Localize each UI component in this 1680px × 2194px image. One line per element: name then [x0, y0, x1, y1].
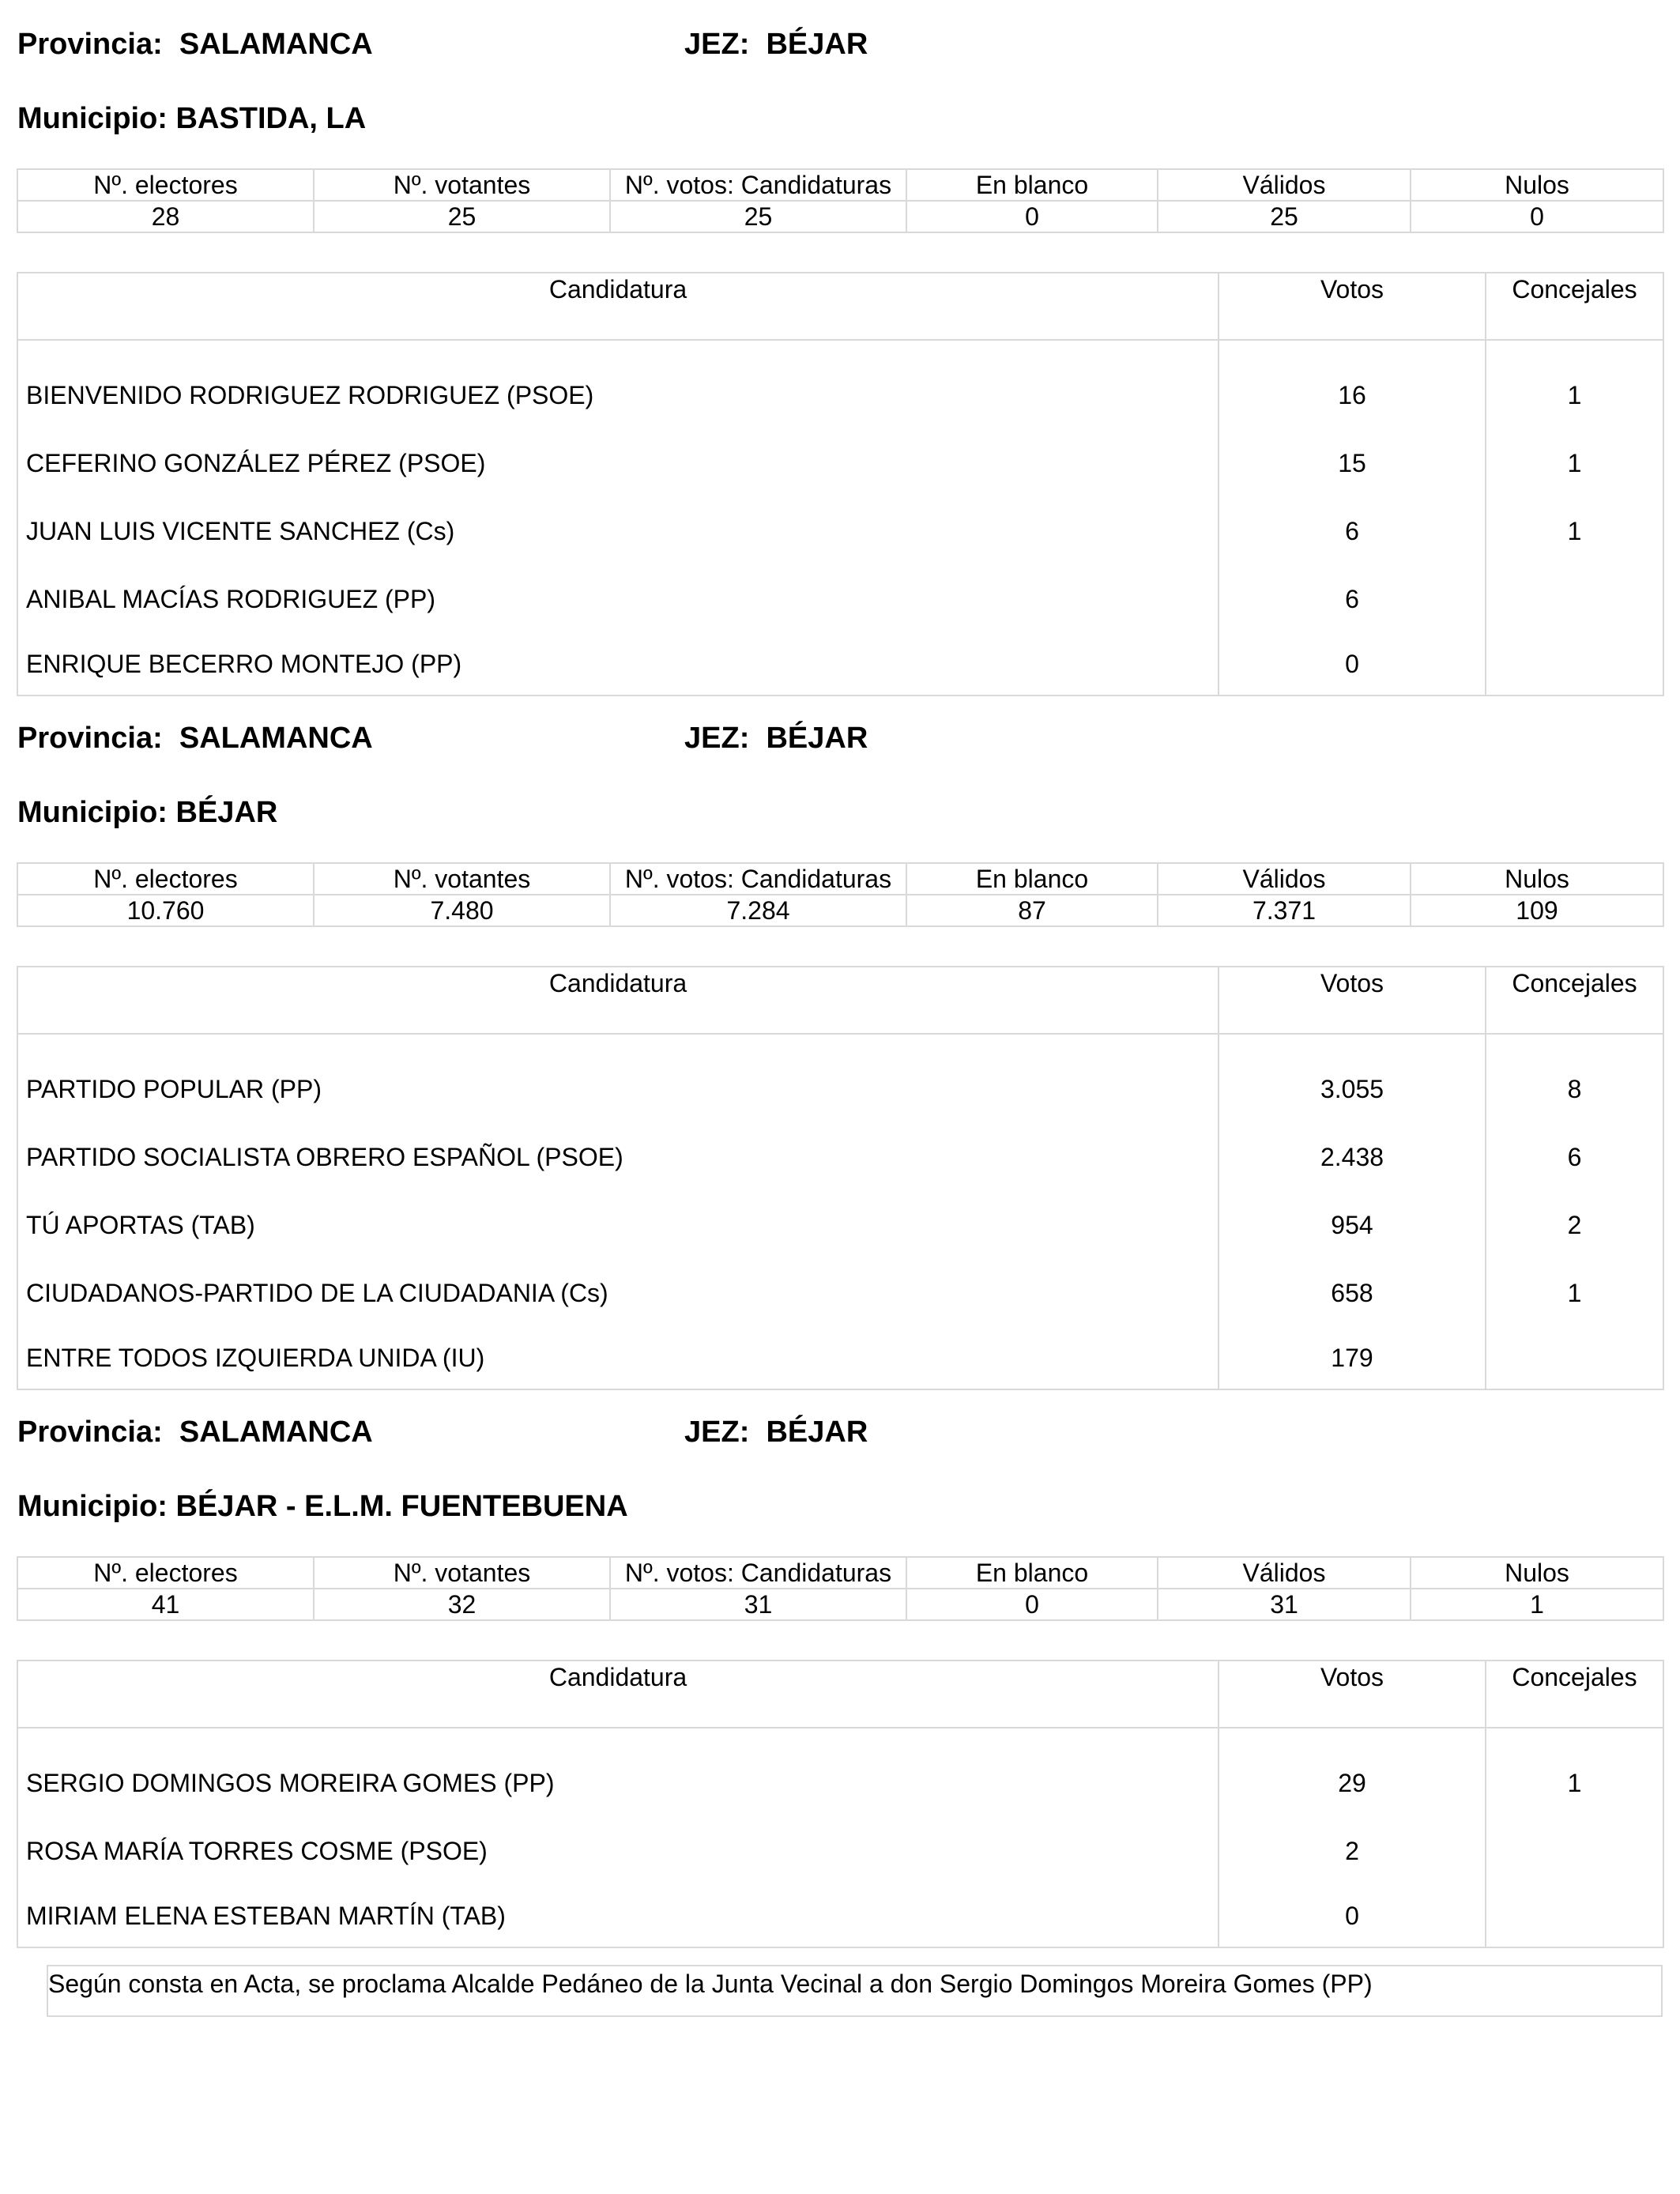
candidate-votes: 2: [1219, 1817, 1486, 1885]
candidates-table: [17, 1660, 1664, 1948]
stats-header-votantes: Nº. votantes: [314, 863, 610, 895]
stats-table: [17, 862, 1664, 927]
stats-header-votos-candidaturas: Nº. votos: Candidaturas: [610, 169, 906, 201]
candidate-votes: 2.438: [1219, 1123, 1486, 1191]
table-row: [17, 1123, 1663, 1191]
provincia-heading: Provincia: SALAMANCA: [17, 28, 373, 61]
stats-table: [17, 1556, 1664, 1621]
table-row: [17, 1055, 1663, 1123]
provincia-heading: Provincia: SALAMANCA: [17, 1416, 373, 1449]
stats-value-votantes: 32: [314, 1589, 610, 1620]
stats-value-votantes: 7.480: [314, 895, 610, 926]
stats-value-nulos: 0: [1411, 201, 1663, 232]
proclamation-note: Según consta en Acta, se proclama Alcalde Pedáneo de la Junta Vecinal a don Sergio Domingos Moreira Gomes (PP): [47, 1965, 1663, 2017]
table-row: [17, 361, 1663, 429]
stats-value-row: [17, 895, 1663, 926]
candidate-votes: 0: [1219, 1885, 1486, 1947]
candidate-seats: 8: [1486, 1055, 1663, 1123]
municipio-heading: Municipio: BASTIDA, LA: [17, 102, 367, 135]
stats-header-electores: Nº. electores: [17, 169, 314, 201]
stats-value-electores: 10.760: [17, 895, 314, 926]
candidate-votes: 29: [1219, 1749, 1486, 1817]
stats-table: [17, 168, 1664, 233]
candidate-seats: [1486, 1817, 1663, 1885]
candidate-seats: 1: [1486, 361, 1663, 429]
stats-header-nulos: Nulos: [1411, 169, 1663, 201]
stats-header-electores: Nº. electores: [17, 1557, 314, 1589]
header-candidatura: Candidatura: [17, 967, 1219, 1034]
candidate-name: CIUDADANOS-PARTIDO DE LA CIUDADANIA (Cs): [17, 1259, 1219, 1327]
stats-header-en-blanco: En blanco: [906, 1557, 1158, 1589]
stats-header-votantes: Nº. votantes: [314, 1557, 610, 1589]
stats-header-row: [17, 863, 1663, 895]
header-concejales: Concejales: [1486, 1661, 1663, 1728]
candidates-header-row: [17, 273, 1663, 340]
stats-header-electores: Nº. electores: [17, 863, 314, 895]
section-bastida-la: [0, 0, 1680, 696]
stats-value-votantes: 25: [314, 201, 610, 232]
stats-value-validos: 7.371: [1158, 895, 1411, 926]
stats-header-nulos: Nulos: [1411, 1557, 1663, 1589]
stats-header-votos-candidaturas: Nº. votos: Candidaturas: [610, 1557, 906, 1589]
provincia-heading: Provincia: SALAMANCA: [17, 722, 373, 755]
candidate-seats: 1: [1486, 1749, 1663, 1817]
candidates-header-row: [17, 1661, 1663, 1728]
candidate-seats: [1486, 565, 1663, 633]
table-row: [17, 1885, 1663, 1947]
stats-header-row: [17, 169, 1663, 201]
candidate-name: PARTIDO POPULAR (PP): [17, 1055, 1219, 1123]
candidates-header-row: [17, 967, 1663, 1034]
candidate-votes: 16: [1219, 361, 1486, 429]
stats-header-validos: Válidos: [1158, 1557, 1411, 1589]
jez-heading: JEZ: BÉJAR: [684, 1416, 868, 1449]
stats-header-validos: Válidos: [1158, 863, 1411, 895]
table-row: [17, 429, 1663, 497]
candidate-name: BIENVENIDO RODRIGUEZ RODRIGUEZ (PSOE): [17, 361, 1219, 429]
header-concejales: Concejales: [1486, 273, 1663, 340]
stats-value-votos-candidaturas: 7.284: [610, 895, 906, 926]
header-concejales: Concejales: [1486, 967, 1663, 1034]
candidate-votes: 0: [1219, 633, 1486, 696]
stats-value-votos-candidaturas: 25: [610, 201, 906, 232]
stats-value-en-blanco: 87: [906, 895, 1158, 926]
header-votos: Votos: [1219, 273, 1486, 340]
candidate-seats: 2: [1486, 1191, 1663, 1259]
candidate-name: CEFERINO GONZÁLEZ PÉREZ (PSOE): [17, 429, 1219, 497]
stats-value-row: [17, 201, 1663, 232]
candidate-votes: 954: [1219, 1191, 1486, 1259]
header-candidatura: Candidatura: [17, 1661, 1219, 1728]
stats-header-en-blanco: En blanco: [906, 169, 1158, 201]
municipio-heading: Municipio: BÉJAR - E.L.M. FUENTEBUENA: [17, 1490, 628, 1523]
spacer-row: [17, 1728, 1663, 1749]
stats-value-validos: 25: [1158, 201, 1411, 232]
stats-value-nulos: 1: [1411, 1589, 1663, 1620]
candidate-seats: 1: [1486, 429, 1663, 497]
candidate-seats: [1486, 633, 1663, 696]
candidate-votes: 3.055: [1219, 1055, 1486, 1123]
candidate-votes: 6: [1219, 565, 1486, 633]
stats-value-electores: 28: [17, 201, 314, 232]
table-row: [17, 1327, 1663, 1389]
candidate-votes: 6: [1219, 497, 1486, 565]
table-row: [17, 1259, 1663, 1327]
spacer-row: [17, 1034, 1663, 1055]
candidate-seats: [1486, 1885, 1663, 1947]
candidates-table: [17, 272, 1664, 696]
candidate-seats: [1486, 1327, 1663, 1389]
municipio-heading: Municipio: BÉJAR: [17, 796, 278, 829]
header-votos: Votos: [1219, 1661, 1486, 1728]
candidate-name: ENRIQUE BECERRO MONTEJO (PP): [17, 633, 1219, 696]
candidate-name: SERGIO DOMINGOS MOREIRA GOMES (PP): [17, 1749, 1219, 1817]
candidate-votes: 15: [1219, 429, 1486, 497]
candidate-name: PARTIDO SOCIALISTA OBRERO ESPAÑOL (PSOE): [17, 1123, 1219, 1191]
stats-value-votos-candidaturas: 31: [610, 1589, 906, 1620]
candidate-name: ROSA MARÍA TORRES COSME (PSOE): [17, 1817, 1219, 1885]
candidate-name: MIRIAM ELENA ESTEBAN MARTÍN (TAB): [17, 1885, 1219, 1947]
candidate-votes: 179: [1219, 1327, 1486, 1389]
candidate-votes: 658: [1219, 1259, 1486, 1327]
candidate-name: ANIBAL MACÍAS RODRIGUEZ (PP): [17, 565, 1219, 633]
candidate-name: TÚ APORTAS (TAB): [17, 1191, 1219, 1259]
stats-value-en-blanco: 0: [906, 1589, 1158, 1620]
candidate-name: JUAN LUIS VICENTE SANCHEZ (Cs): [17, 497, 1219, 565]
candidate-seats: 1: [1486, 1259, 1663, 1327]
stats-header-nulos: Nulos: [1411, 863, 1663, 895]
stats-header-row: [17, 1557, 1663, 1589]
stats-header-en-blanco: En blanco: [906, 863, 1158, 895]
header-candidatura: Candidatura: [17, 273, 1219, 340]
table-row: [17, 1749, 1663, 1817]
spacer-row: [17, 340, 1663, 361]
table-row: [17, 565, 1663, 633]
candidates-table: [17, 966, 1664, 1390]
stats-value-en-blanco: 0: [906, 201, 1158, 232]
table-row: [17, 497, 1663, 565]
stats-value-nulos: 109: [1411, 895, 1663, 926]
candidate-seats: 1: [1486, 497, 1663, 565]
stats-value-validos: 31: [1158, 1589, 1411, 1620]
table-row: [17, 633, 1663, 696]
stats-header-votantes: Nº. votantes: [314, 169, 610, 201]
header-votos: Votos: [1219, 967, 1486, 1034]
stats-value-electores: 41: [17, 1589, 314, 1620]
section-bejar: [0, 694, 1680, 1389]
jez-heading: JEZ: BÉJAR: [684, 28, 868, 61]
jez-heading: JEZ: BÉJAR: [684, 722, 868, 755]
candidate-name: ENTRE TODOS IZQUIERDA UNIDA (IU): [17, 1327, 1219, 1389]
stats-header-validos: Válidos: [1158, 169, 1411, 201]
candidate-seats: 6: [1486, 1123, 1663, 1191]
table-row: [17, 1191, 1663, 1259]
stats-header-votos-candidaturas: Nº. votos: Candidaturas: [610, 863, 906, 895]
stats-value-row: [17, 1589, 1663, 1620]
table-row: [17, 1817, 1663, 1885]
